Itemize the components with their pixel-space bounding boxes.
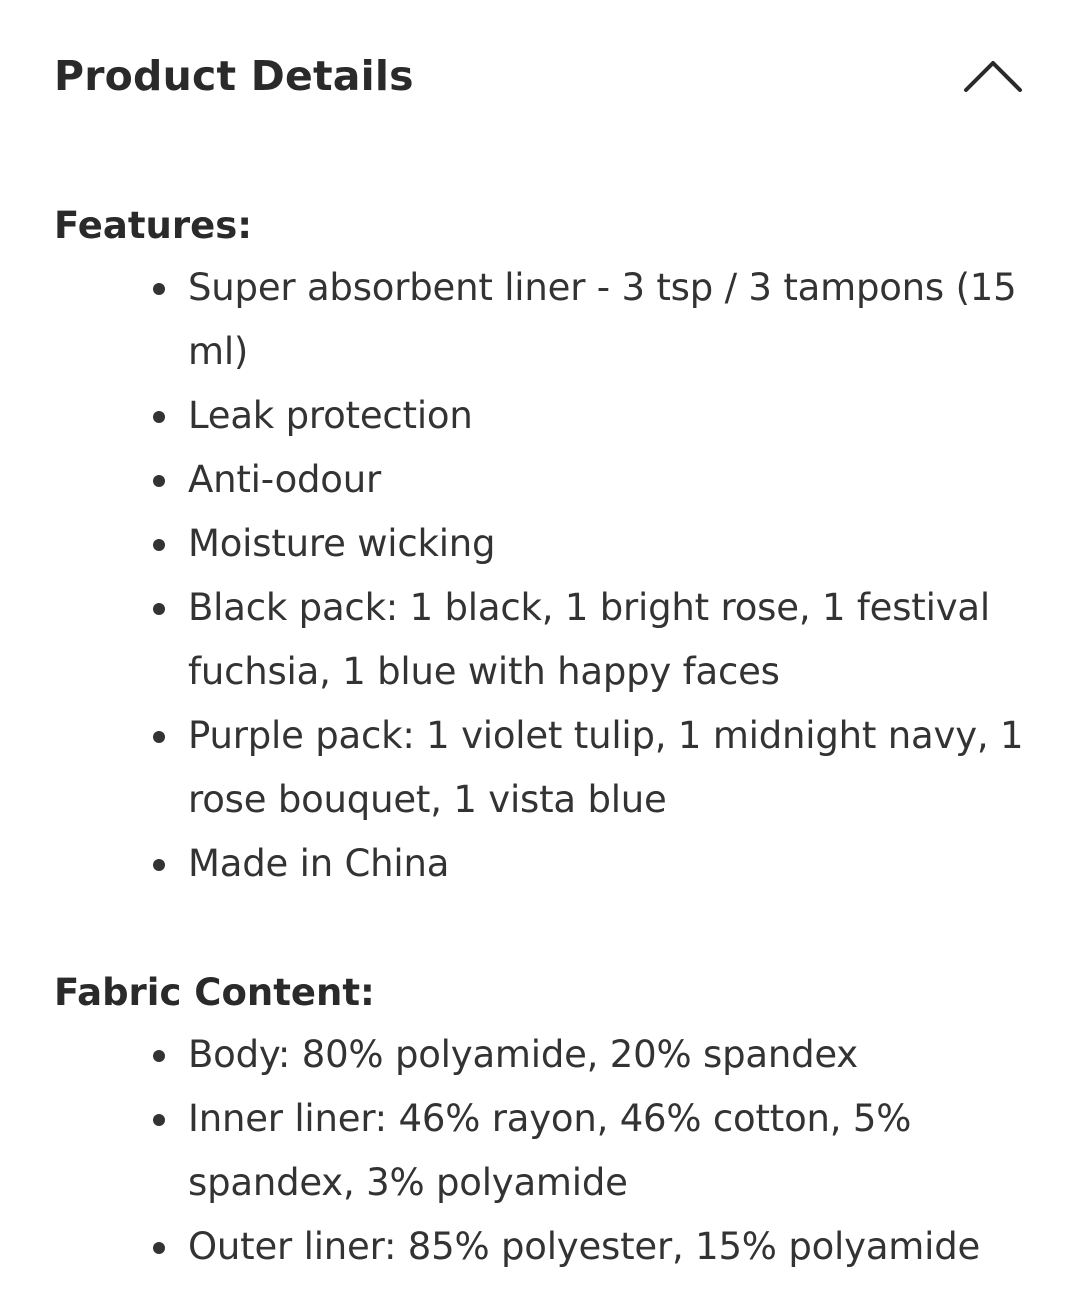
fabric-content-heading: Fabric Content: xyxy=(54,971,375,1014)
list-item xyxy=(188,1215,1034,1279)
list-item-text: Outer liner: 85% polyester, 15% polyamide xyxy=(188,1225,981,1268)
bullet-icon xyxy=(153,731,165,743)
list-item xyxy=(188,1023,1034,1087)
bullet-icon xyxy=(153,859,165,871)
fabric-content-list xyxy=(54,1023,1034,1279)
list-item xyxy=(188,256,1034,384)
bullet-icon xyxy=(153,539,165,551)
chevron-up-icon xyxy=(962,56,1024,96)
list-item-text: Super absorbent liner - 3 tsp / 3 tampons (15 ml) xyxy=(188,266,1017,373)
list-item-text: Moisture wicking xyxy=(188,522,496,565)
bullet-icon xyxy=(153,603,165,615)
list-item xyxy=(188,512,1034,576)
bullet-icon xyxy=(153,1242,165,1254)
list-item-text: Made in China xyxy=(188,842,450,885)
collapse-button[interactable] xyxy=(962,48,1024,104)
features-list xyxy=(54,256,1034,896)
features-heading: Features: xyxy=(54,204,253,247)
bullet-icon xyxy=(153,1050,165,1062)
bullet-icon xyxy=(153,411,165,423)
list-item-text: Black pack: 1 black, 1 bright rose, 1 festival fuchsia, 1 blue with happy faces xyxy=(188,586,990,693)
product-details-title: Product Details xyxy=(54,52,414,100)
list-item-text: Body: 80% polyamide, 20% spandex xyxy=(188,1033,858,1076)
bullet-icon xyxy=(153,1114,165,1126)
list-item-text: Leak protection xyxy=(188,394,473,437)
list-item-text: Inner liner: 46% rayon, 46% cotton, 5% spandex, 3% polyamide xyxy=(188,1097,912,1204)
list-item xyxy=(188,384,1034,448)
list-item-text: Purple pack: 1 violet tulip, 1 midnight navy, 1 rose bouquet, 1 vista blue xyxy=(188,714,1024,821)
product-details-header[interactable] xyxy=(54,46,1024,116)
list-item xyxy=(188,576,1034,704)
fabric-content-section xyxy=(54,963,1034,1279)
list-item xyxy=(188,704,1034,832)
list-item xyxy=(188,448,1034,512)
list-item xyxy=(188,1087,1034,1215)
features-section xyxy=(54,196,1034,896)
bullet-icon xyxy=(153,283,165,295)
bullet-icon xyxy=(153,475,165,487)
list-item xyxy=(188,832,1034,896)
list-item-text: Anti-odour xyxy=(188,458,382,501)
